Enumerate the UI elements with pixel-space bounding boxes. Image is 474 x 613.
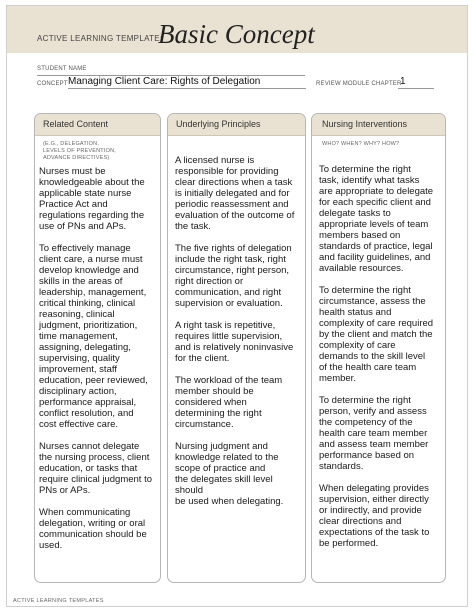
paragraph: To determine the right person, verify and assess the competency of the health care team member and assess team member performance based on standards. <box>319 395 429 472</box>
paragraph: To determine the right circumstance, assess the health status and complexity of care required by the client and match the complexity of care demands to the skill level of the health care team member. <box>319 285 434 384</box>
nursing-interventions-hint <box>312 136 445 148</box>
paragraph: The workload of the team member should be considered when determining the right circumstance. <box>175 375 283 430</box>
paragraph: To effectively manage client care, a nurse must develop knowledge and skills in the areas of leadership, management, critical thinking, clinical reasoning, clinical judgment, prioritization, time management, assigning, delegating, supervising, quality improvement, staff education, peer reviewed, disciplinary action, performance appraisal, conflict resolution, and cost effective care. <box>39 243 148 430</box>
concept-underline <box>68 88 306 89</box>
nursing-interventions-heading: Nursing Interventions <box>312 114 445 136</box>
hint-line: LEVELS OF PREVENTION, <box>43 148 116 154</box>
paragraph: A licensed nurse is responsible for providing clear directions when a task is initially delegated and for periodic reassessment and evaluation of the outcome of the task. <box>175 155 295 232</box>
underlying-principles-heading: Underlying Principles <box>168 114 305 136</box>
concept-label: CONCEPT <box>37 81 68 87</box>
nursing-interventions-field[interactable] <box>312 148 445 549</box>
paragraph: Nurses cannot delegate the nursing process, client education, or tasks that require clinical judgment to PNs or APs. <box>39 441 153 496</box>
paragraph: When delegating provides supervision, either directly or indirectly, and provide clear directions and expectations of the task to be performed. <box>319 483 430 549</box>
hint-line: (E.G., DELEGATION, <box>43 141 100 147</box>
footer-label: ACTIVE LEARNING TEMPLATES <box>13 598 104 604</box>
related-content-column <box>34 113 161 583</box>
underlying-principles-field[interactable] <box>168 136 305 507</box>
paragraph: To determine the right task, identify what tasks are appropriate to delegate for each specific client and delegate tasks to appropriate levels of team members based on standards of practice, legal and facility guidelines, and available resources. <box>319 164 434 274</box>
student-name-label: STUDENT NAME <box>37 66 87 72</box>
hint-line: WHO? WHEN? WHY? HOW? <box>322 141 400 147</box>
chapter-underline <box>398 88 434 89</box>
review-module-chapter-field[interactable]: 1 <box>400 76 406 87</box>
hint-line: ADVANCE DIRECTIVES) <box>43 155 110 161</box>
nursing-interventions-column <box>311 113 446 583</box>
related-content-field[interactable] <box>35 162 160 551</box>
paragraph: When communicating delegation, writing or oral communication should be used. <box>39 507 147 551</box>
template-label: ACTIVE LEARNING TEMPLATE: <box>37 34 163 43</box>
underlying-principles-column <box>167 113 306 583</box>
template-title: Basic Concept <box>158 19 315 49</box>
related-content-hint <box>35 136 160 162</box>
review-module-chapter-label: REVIEW MODULE CHAPTER <box>316 81 402 87</box>
paragraph: The five rights of delegation include the right task, right circumstance, right person, right direction or communication, and right supervision or evaluation. <box>175 243 292 309</box>
concept-field[interactable]: Managing Client Care: Rights of Delegation <box>68 76 261 87</box>
paragraph: Nursing judgment and knowledge related to the scope of practice and the delegates skill level should be used when delegating. <box>175 441 284 507</box>
paragraph: Nurses must be knowledgeable about the applicable state nurse Practice Act and regulations regarding the use of PNs and APs. <box>39 166 145 232</box>
paragraph: A right task is repetitive, requires little supervision, and is relatively noninvasive for the client. <box>175 320 294 364</box>
related-content-heading: Related Content <box>35 114 160 136</box>
